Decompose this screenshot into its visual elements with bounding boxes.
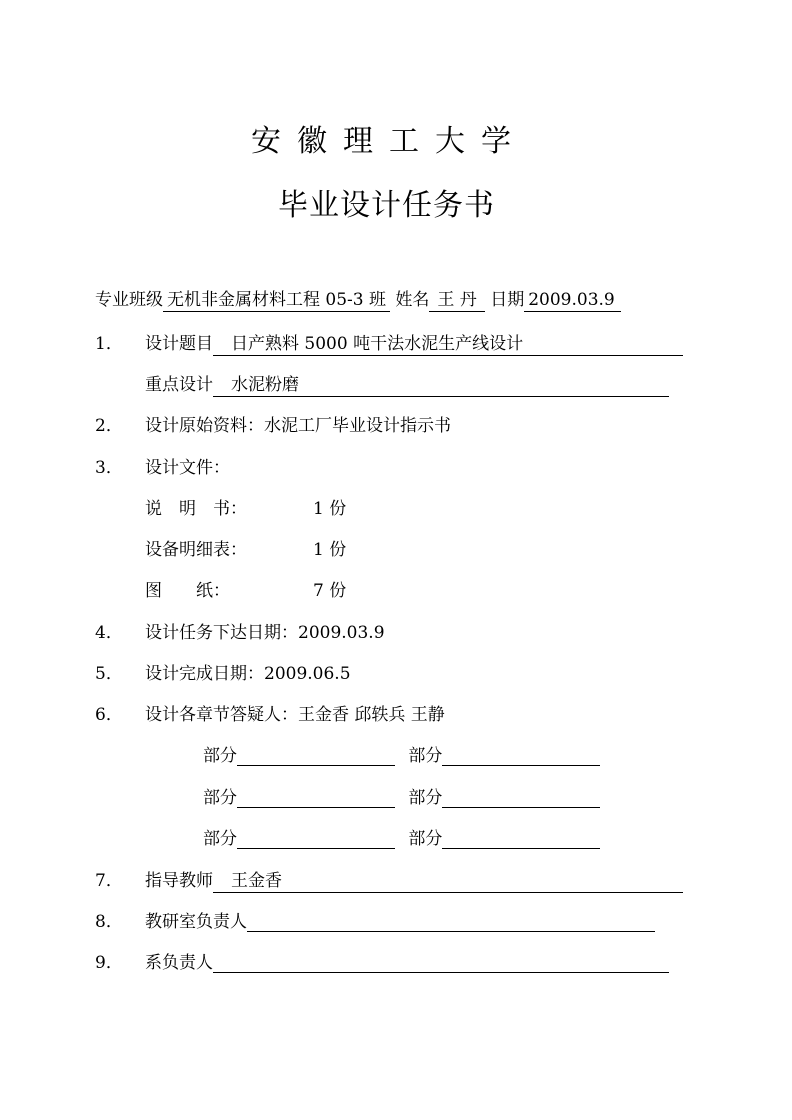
doc-count: 1 份 [313,499,347,519]
part-label: 部分 [203,829,237,849]
design-topic-label: 设计题目 [145,334,213,354]
key-design-label: 重点设计 [145,375,213,395]
doc-count: 7 份 [313,581,347,601]
item-3-number: 3． [95,458,123,478]
part-blank[interactable] [442,745,600,766]
doc-row-equipment [145,535,346,560]
source-material: 设计原始资料：水泥工厂毕业设计指示书 [145,416,451,436]
major-label: 专业班级 [95,290,163,310]
office-head-blank[interactable] [247,911,655,932]
doc-row-manual [145,494,346,519]
key-design-value: 水泥粉磨 [213,374,669,397]
part-label: 部分 [408,829,443,849]
assign-date: 设计任务下达日期：2009.03.9 [145,623,385,643]
item-7-number: 7． [95,871,123,891]
item-6-number: 6． [95,705,123,725]
advisor-line [145,866,683,893]
part-label: 部分 [408,788,443,808]
name-value: 王 丹 [429,289,484,312]
item-5-number: 5． [95,664,123,684]
item-4-number: 4． [95,623,123,643]
part-blank[interactable] [237,745,395,766]
part-label: 部分 [203,746,237,766]
advisor-value: 王金香 [213,870,683,893]
item-2-number: 2． [95,416,123,436]
doc-count: 1 份 [313,540,347,560]
part-row [203,783,600,808]
item-9-number: 9． [95,953,123,973]
completion-date: 设计完成日期：2009.06.5 [145,664,351,684]
dept-head-label: 系负责人 [145,953,213,973]
dept-head-blank[interactable] [213,952,669,973]
doc-label: 图 纸： [145,581,230,601]
doc-label: 说 明 书： [145,499,247,519]
design-topic-value: 日产熟料 5000 吨干法水泥生产线设计 [213,333,683,356]
major-value: 无机非金属材料工程 05-3 班 [163,289,390,312]
date-value: 2009.03.9 [524,289,621,312]
part-blank[interactable] [442,828,600,849]
qa-persons: 设计各章节答疑人：王金香 邱轶兵 王静 [145,705,445,725]
part-blank[interactable] [442,787,600,808]
item-8-number: 8． [95,912,123,932]
university-title: 安徽理工大学 [251,124,527,159]
part-row [203,741,600,766]
date-label: 日期 [490,290,525,310]
student-info-line [95,288,621,312]
doc-label: 设备明细表： [145,540,247,560]
part-blank[interactable] [237,787,395,808]
part-label: 部分 [203,788,237,808]
document-title: 毕业设计任务书 [278,188,495,223]
dept-head-line [145,948,669,973]
design-files-label: 设计文件： [145,458,230,478]
part-row [203,824,600,849]
item-1-number: 1． [95,334,123,354]
advisor-label: 指导教师 [145,871,213,891]
office-head-line [145,907,655,932]
name-label: 姓名 [395,290,430,310]
office-head-label: 教研室负责人 [145,912,247,932]
part-label: 部分 [408,746,443,766]
doc-row-drawings [145,576,346,601]
key-design-line [145,370,669,397]
part-blank[interactable] [237,828,395,849]
design-topic-line [145,329,683,356]
